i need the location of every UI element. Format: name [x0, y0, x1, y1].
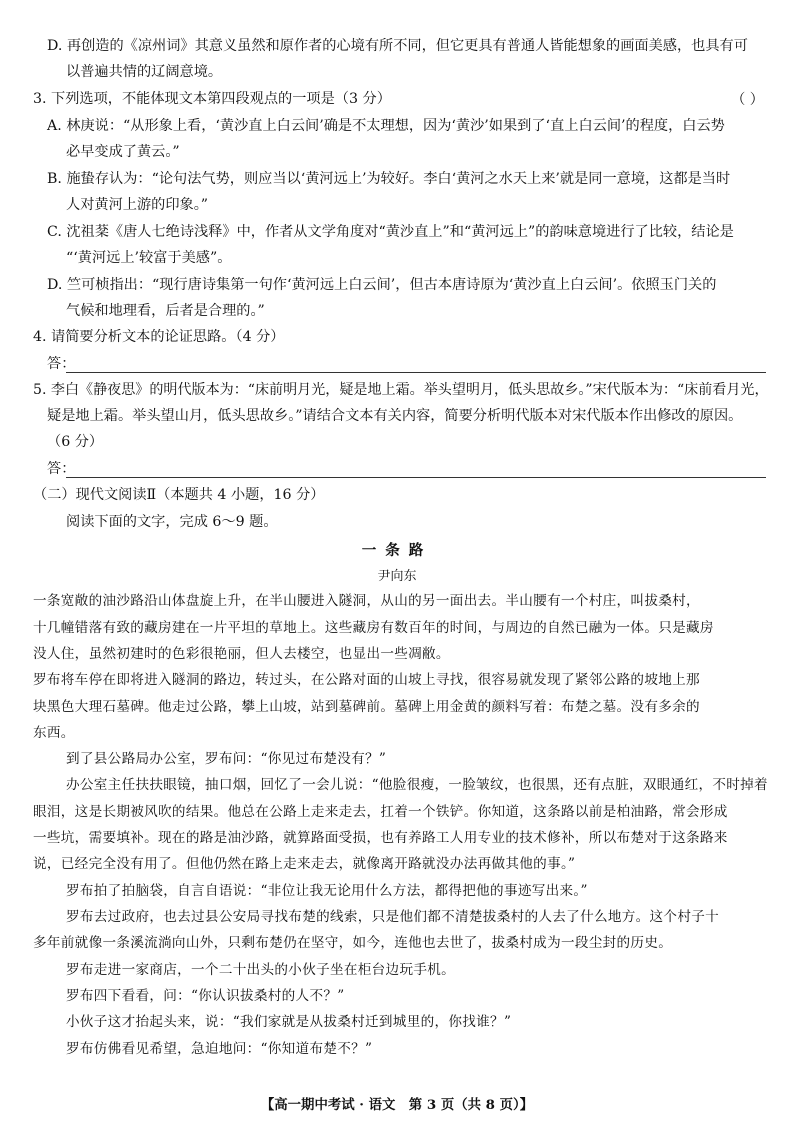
q5-line2: 疑是地上霜。举头望山月，低头思故乡。”请结合文本有关内容，简要分析明代版本对宋代版本作出修改的原因。 — [47, 408, 743, 424]
story-line: 小伙子这才抬起头来，说：“我们家就是从拔桑村迁到城里的，你找谁？” — [66, 1014, 512, 1030]
story-title: 一条路 — [361, 542, 433, 559]
q3-stem: 3. 下列选项，不能体现文本第四段观点的一项是（3 分） — [33, 91, 391, 107]
q4-answer-line[interactable] — [66, 372, 766, 373]
story-line: 罗布走进一家商店，一个二十出头的小伙子坐在柜台边玩手机。 — [66, 962, 456, 978]
story-line: 罗布去过政府，也去过县公安局寻找布楚的线索，只是他们都不清楚拔桑村的人去了什么地方。这个村子十 — [66, 909, 720, 925]
section-instruction: 阅读下面的文字，完成 6～9 题。 — [66, 514, 278, 530]
story-line: 罗布将车停在即将进入隧洞的路边，转过头，在公路对面的山坡上寻找，很容易就发现了紧邻公路的坡地上那 — [33, 672, 700, 688]
q2-option-d-line1: D. 再创造的《凉州词》其意义虽然和原作者的心境有所不同，但它更具有普通人皆能想象的画面美感，也具有可 — [47, 38, 748, 54]
q5-answer-line[interactable] — [66, 477, 766, 478]
story-line: 罗布四下看看，问：“你认识拔桑村的人不？” — [66, 988, 345, 1004]
q5-line3: （6 分） — [47, 434, 104, 450]
q3-option-b-line1: B. 施蛰存认为：“论句法气势，则应当以‘黄河远上’为较好。李白‘黄河之水天上来’就是同一意境，这都是当时 — [47, 171, 731, 187]
q3-option-a-line2: 必早变成了黄云。” — [66, 144, 180, 160]
story-line: 到了县公路局办公室，罗布问：“你见过布楚没有？” — [66, 751, 387, 767]
q3-option-d-line1: D. 竺可桢指出：“现行唐诗集第一句作‘黄河远上白云间’，但古本唐诗原为‘黄沙直上白云间’。依照玉门关的 — [47, 277, 717, 293]
story-line: 一条宽敞的油沙路沿山体盘旋上升，在半山腰进入隧洞，从山的另一面出去。半山腰有一个村庄，叫拔桑村， — [33, 593, 700, 609]
story-line: 没人住，虽然初建时的色彩很艳丽，但人去楼空，也显出一些凋敝。 — [33, 646, 450, 662]
story-line: 说，已经完全没有用了。但他仍然在路上走来走去，就像离开路就没办法再做其他的事。” — [33, 856, 576, 872]
q5-line1: 5. 李白《静夜思》的明代版本为：“床前明月光，疑是地上霜。举头望明月，低头思故乡。”宋代版本为：“床前看月光， — [33, 382, 769, 398]
page-footer: 【高一期中考试 · 语文 第 3 页（共 8 页）】 — [260, 1097, 534, 1113]
q3-option-c-line1: C. 沈祖棻《唐人七绝诗浅释》中，作者从文学角度对“黄沙直上”和“黄河远上”的韵味意境进行了比较，结论是 — [47, 224, 734, 240]
story-line: 一些坑，需要填补。现在的路是油沙路，就算路面受损，也有养路工人用专业的技术修补，所以布楚对于这条路来 — [33, 830, 728, 846]
story-line: 办公室主任扶扶眼镜，抽口烟，回忆了一会儿说：“他脸很瘦，一脸皱纹，也很黑，还有点脏，双眼通红，不时掉着 — [66, 777, 768, 793]
story-author: 尹向东 — [377, 569, 417, 584]
section-heading: （二）现代文阅读Ⅱ（本题共 4 小题，16 分） — [33, 487, 325, 503]
story-line: 罗布仿佛看见希望，急迫地问：“你知道布楚不？” — [66, 1041, 373, 1057]
story-line: 东西。 — [33, 725, 75, 741]
story-line: 块黑色大理石墓碑。他走过公路，攀上山坡，站到墓碑前。墓碑上用金黄的颜料写着：布楚之墓。没有多余的 — [33, 699, 700, 715]
q2-option-d-line2: 以普遍共情的辽阔意境。 — [66, 64, 223, 80]
story-line: 多年前就像一条溪流淌向山外，只剩布楚仍在坚守，如今，连他也去世了，拔桑村成为一段尘封的历史。 — [33, 935, 673, 951]
q3-option-c-line2: “‘黄河远上’较富于美感”。 — [66, 250, 232, 266]
q4-answer-label: 答： — [47, 356, 76, 372]
q3-option-b-line2: 人对黄河上游的印象。” — [66, 197, 209, 213]
q4-stem: 4. 请简要分析文本的论证思路。（4 分） — [33, 329, 285, 345]
q3-option-d-line2: 气候和地理看，后者是合理的。” — [66, 303, 265, 319]
story-line: 眼泪，这是长期被风吹的结果。他总在公路上走来走去，扛着一个铁铲。你知道，这条路以前是柏油路，常会形成 — [33, 804, 728, 820]
story-line: 罗布拍了拍脑袋，自言自语说：“非位让我无论用什么方法，都得把他的事迹写出来。” — [66, 883, 588, 899]
story-line: 十几幢错落有致的藏房建在一片平坦的草地上。这些藏房有数百年的时间，与周边的自然已融为一体。只是藏房 — [33, 620, 714, 636]
q3-option-a-line1: A. 林庚说：“从形象上看，‘黄沙直上白云间’确是不太理想，因为‘黄沙’如果到了‘直上白云间’的程度，白云势 — [47, 118, 725, 134]
q3-answer-bracket: （ ） — [731, 92, 764, 108]
q5-answer-label: 答： — [47, 461, 76, 477]
